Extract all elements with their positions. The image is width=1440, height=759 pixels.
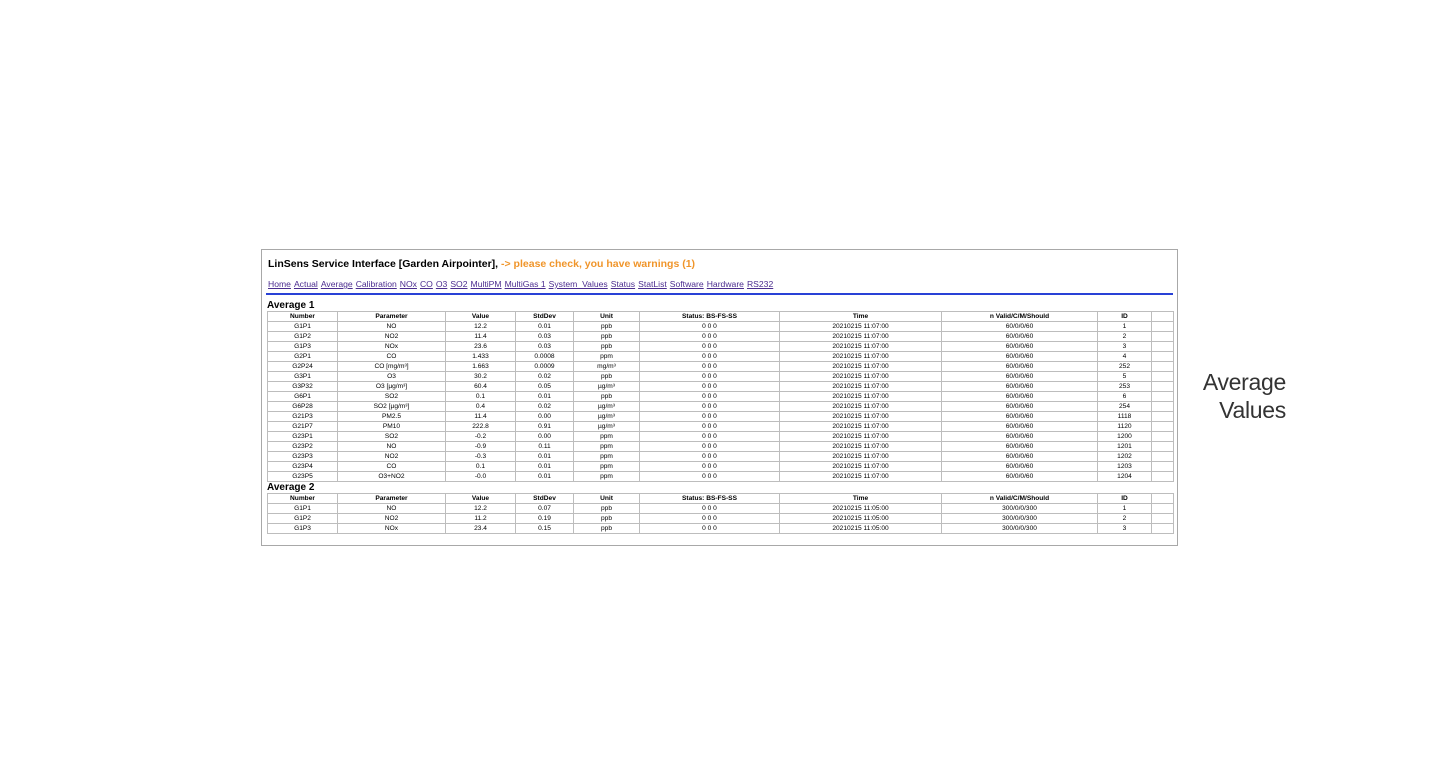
table-cell: 1.433 <box>446 352 516 362</box>
table-row <box>268 442 1174 452</box>
table-cell: 1.663 <box>446 362 516 372</box>
side-caption <box>1180 368 1286 424</box>
table-cell: 222.8 <box>446 422 516 432</box>
column-header: StdDev <box>516 494 574 504</box>
table-cell: NO <box>338 442 446 452</box>
table-cell <box>1152 514 1174 524</box>
table-cell: 20210215 11:07:00 <box>780 352 942 362</box>
table-cell: 3 <box>1098 524 1152 534</box>
header-divider <box>266 293 1173 295</box>
table-cell: 1203 <box>1098 462 1152 472</box>
table-cell: 6 <box>1098 392 1152 402</box>
table-cell: G1P2 <box>268 514 338 524</box>
table-cell: CO [mg/m³] <box>338 362 446 372</box>
table-cell: 0 0 0 <box>640 332 780 342</box>
page-title <box>268 258 695 270</box>
table-cell: G23P1 <box>268 432 338 442</box>
table-cell: -0.9 <box>446 442 516 452</box>
table-cell: G21P3 <box>268 412 338 422</box>
table-cell: 0.07 <box>516 504 574 514</box>
nav-link-average[interactable]: Average <box>320 279 353 289</box>
table-cell: -0.3 <box>446 452 516 462</box>
table-cell: 0 0 0 <box>640 322 780 332</box>
column-header: Value <box>446 494 516 504</box>
nav-link-co[interactable]: CO <box>419 279 433 289</box>
table-cell: ppb <box>574 504 640 514</box>
table-cell: 23.6 <box>446 342 516 352</box>
table-row <box>268 462 1174 472</box>
table-cell: 60/0/0/60 <box>942 332 1098 342</box>
nav-bar <box>268 279 776 289</box>
nav-link-rs232[interactable]: RS232 <box>746 279 774 289</box>
table-cell: G3P32 <box>268 382 338 392</box>
table-cell: NO <box>338 504 446 514</box>
nav-link-software[interactable]: Software <box>669 279 704 289</box>
column-header <box>1152 312 1174 322</box>
nav-link-multipm[interactable]: MultiPM <box>470 279 502 289</box>
table-cell: CO <box>338 352 446 362</box>
table-cell: 0 0 0 <box>640 442 780 452</box>
table-row <box>268 322 1174 332</box>
table-cell: 60/0/0/60 <box>942 432 1098 442</box>
table-cell: ppm <box>574 472 640 482</box>
table-cell: 30.2 <box>446 372 516 382</box>
table-cell: 0.15 <box>516 524 574 534</box>
table-cell: 0.01 <box>516 452 574 462</box>
table-cell: ppb <box>574 514 640 524</box>
table-cell: 0 0 0 <box>640 452 780 462</box>
table-cell: 0.0008 <box>516 352 574 362</box>
table-cell: G23P2 <box>268 442 338 452</box>
table-cell: NO2 <box>338 514 446 524</box>
nav-link-calibration[interactable]: Calibration <box>355 279 397 289</box>
table-cell: G1P3 <box>268 524 338 534</box>
table-cell: 0.0009 <box>516 362 574 372</box>
column-header: Parameter <box>338 312 446 322</box>
table-row <box>268 342 1174 352</box>
table-cell <box>1152 362 1174 372</box>
table-cell: 60.4 <box>446 382 516 392</box>
table-cell: 11.2 <box>446 514 516 524</box>
table-cell: 23.4 <box>446 524 516 534</box>
table-cell: 20210215 11:07:00 <box>780 442 942 452</box>
table-cell: ppm <box>574 462 640 472</box>
table-cell: 1 <box>1098 322 1152 332</box>
table-cell: G23P3 <box>268 452 338 462</box>
table-cell <box>1152 342 1174 352</box>
table-row <box>268 362 1174 372</box>
table-row <box>268 392 1174 402</box>
table-cell: 0 0 0 <box>640 382 780 392</box>
section-title: Average 2 <box>267 482 315 493</box>
table-row <box>268 452 1174 462</box>
table-row <box>268 432 1174 442</box>
table-cell: O3 [µg/m³] <box>338 382 446 392</box>
table-cell <box>1152 332 1174 342</box>
table-cell: 60/0/0/60 <box>942 342 1098 352</box>
table-cell: 3 <box>1098 342 1152 352</box>
nav-link-so2[interactable]: SO2 <box>450 279 468 289</box>
table-cell: 300/0/0/300 <box>942 524 1098 534</box>
page-title-main: LinSens Service Interface [Garden Airpointer], <box>268 258 499 270</box>
table-cell: 20210215 11:07:00 <box>780 402 942 412</box>
table-cell <box>1152 452 1174 462</box>
table-cell: NO <box>338 322 446 332</box>
average-tables <box>267 300 1173 534</box>
column-header: Time <box>780 312 942 322</box>
column-header: Value <box>446 312 516 322</box>
table-cell: 0 0 0 <box>640 472 780 482</box>
table-cell: 60/0/0/60 <box>942 392 1098 402</box>
table-cell: 20210215 11:07:00 <box>780 462 942 472</box>
table-cell: 4 <box>1098 352 1152 362</box>
table-cell: O3 <box>338 372 446 382</box>
table-cell: 20210215 11:07:00 <box>780 412 942 422</box>
table-cell: 0 0 0 <box>640 342 780 352</box>
column-header: Status: BS-FS-SS <box>640 494 780 504</box>
table-cell: 0.1 <box>446 392 516 402</box>
table-cell: 1201 <box>1098 442 1152 452</box>
side-caption-line-1: Average <box>1202 369 1286 395</box>
table-cell: 0.01 <box>516 462 574 472</box>
table-cell: 0.00 <box>516 412 574 422</box>
table-cell: 300/0/0/300 <box>942 514 1098 524</box>
table-cell: 253 <box>1098 382 1152 392</box>
table-cell: 1 <box>1098 504 1152 514</box>
table-cell: 2 <box>1098 514 1152 524</box>
table-cell: 0.02 <box>516 402 574 412</box>
table-row <box>268 402 1174 412</box>
table-cell: ppb <box>574 372 640 382</box>
table-cell: 0 0 0 <box>640 432 780 442</box>
nav-link-nox[interactable]: NOx <box>399 279 417 289</box>
table-cell: 0.05 <box>516 382 574 392</box>
table-cell: ppm <box>574 442 640 452</box>
table-cell: µg/m³ <box>574 412 640 422</box>
column-header: n Valid/C/M/Should <box>942 312 1098 322</box>
table-cell: 60/0/0/60 <box>942 382 1098 392</box>
table-cell: 20210215 11:07:00 <box>780 392 942 402</box>
table-cell: 0 0 0 <box>640 372 780 382</box>
nav-link-system-values[interactable]: System_Values <box>548 279 608 289</box>
column-header: ID <box>1098 494 1152 504</box>
table-cell: 60/0/0/60 <box>942 402 1098 412</box>
table-cell <box>1152 442 1174 452</box>
table-cell: NOx <box>338 342 446 352</box>
average-table <box>267 493 1174 534</box>
average-table <box>267 311 1174 482</box>
table-cell: 11.4 <box>446 412 516 422</box>
table-cell: 0 0 0 <box>640 422 780 432</box>
nav-link-o3[interactable]: O3 <box>435 279 448 289</box>
table-row <box>268 352 1174 362</box>
table-cell: 0.19 <box>516 514 574 524</box>
column-header: Parameter <box>338 494 446 504</box>
table-cell: 20210215 11:07:00 <box>780 342 942 352</box>
nav-link-actual[interactable]: Actual <box>293 279 318 289</box>
table-cell: 0.01 <box>516 322 574 332</box>
table-cell: 60/0/0/60 <box>942 412 1098 422</box>
table-cell: 1204 <box>1098 472 1152 482</box>
table-cell: 0.91 <box>516 422 574 432</box>
side-caption-line-2: Values <box>1219 397 1286 423</box>
column-header: Unit <box>574 312 640 322</box>
nav-link-statlist[interactable]: StatList <box>638 279 667 289</box>
table-cell: 2 <box>1098 332 1152 342</box>
table-row <box>268 332 1174 342</box>
table-cell: 1202 <box>1098 452 1152 462</box>
table-cell: 0 0 0 <box>640 524 780 534</box>
table-cell: 0.01 <box>516 392 574 402</box>
table-row <box>268 524 1174 534</box>
table-cell: CO <box>338 462 446 472</box>
table-cell: 0.4 <box>446 402 516 412</box>
table-cell: 20210215 11:07:00 <box>780 332 942 342</box>
table-cell: 12.2 <box>446 504 516 514</box>
table-cell: O3+NO2 <box>338 472 446 482</box>
table-cell: NO2 <box>338 332 446 342</box>
table-row <box>268 372 1174 382</box>
table-cell <box>1152 472 1174 482</box>
table-cell: PM2.5 <box>338 412 446 422</box>
table-cell: ppb <box>574 322 640 332</box>
table-cell: 20210215 11:07:00 <box>780 432 942 442</box>
table-cell: G2P1 <box>268 352 338 362</box>
column-header: n Valid/C/M/Should <box>942 494 1098 504</box>
table-cell: 254 <box>1098 402 1152 412</box>
table-cell: 0 0 0 <box>640 362 780 372</box>
table-cell: G6P28 <box>268 402 338 412</box>
table-header-row <box>268 494 1174 504</box>
table-cell: 12.2 <box>446 322 516 332</box>
table-cell <box>1152 402 1174 412</box>
table-cell: NO2 <box>338 452 446 462</box>
table-cell: -0.0 <box>446 472 516 482</box>
table-cell: 20210215 11:05:00 <box>780 524 942 534</box>
table-cell: mg/m³ <box>574 362 640 372</box>
table-cell: 20210215 11:07:00 <box>780 422 942 432</box>
table-header-row <box>268 312 1174 322</box>
table-cell <box>1152 322 1174 332</box>
table-cell: 0.02 <box>516 372 574 382</box>
table-cell: -0.2 <box>446 432 516 442</box>
table-cell: G2P24 <box>268 362 338 372</box>
table-cell <box>1152 524 1174 534</box>
table-cell: SO2 [µg/m³] <box>338 402 446 412</box>
table-cell: 60/0/0/60 <box>942 462 1098 472</box>
table-cell: 20210215 11:07:00 <box>780 382 942 392</box>
table-cell: ppb <box>574 332 640 342</box>
table-cell <box>1152 462 1174 472</box>
column-header: Status: BS-FS-SS <box>640 312 780 322</box>
table-row <box>268 504 1174 514</box>
column-header: Unit <box>574 494 640 504</box>
nav-link-multigas-1[interactable]: MultiGas 1 <box>504 279 546 289</box>
browser-page-frame <box>261 249 1178 546</box>
table-cell: 60/0/0/60 <box>942 422 1098 432</box>
table-cell: G23P4 <box>268 462 338 472</box>
table-cell: ppb <box>574 392 640 402</box>
table-row <box>268 514 1174 524</box>
table-cell <box>1152 392 1174 402</box>
table-row <box>268 422 1174 432</box>
table-cell: 20210215 11:07:00 <box>780 472 942 482</box>
nav-link-hardware[interactable]: Hardware <box>706 279 744 289</box>
table-cell: 0 0 0 <box>640 412 780 422</box>
table-cell: 20210215 11:07:00 <box>780 322 942 332</box>
table-cell: 1200 <box>1098 432 1152 442</box>
table-cell <box>1152 504 1174 514</box>
table-cell <box>1152 412 1174 422</box>
table-cell: PM10 <box>338 422 446 432</box>
table-cell: SO2 <box>338 392 446 402</box>
table-cell: 20210215 11:07:00 <box>780 372 942 382</box>
column-header: Time <box>780 494 942 504</box>
table-row <box>268 382 1174 392</box>
table-cell: µg/m³ <box>574 382 640 392</box>
table-cell: ppb <box>574 342 640 352</box>
table-cell: G21P7 <box>268 422 338 432</box>
table-cell: ppm <box>574 352 640 362</box>
table-cell: 11.4 <box>446 332 516 342</box>
nav-link-status[interactable]: Status <box>610 279 636 289</box>
column-header: ID <box>1098 312 1152 322</box>
table-cell: 1118 <box>1098 412 1152 422</box>
table-cell: 60/0/0/60 <box>942 352 1098 362</box>
table-cell: G1P1 <box>268 504 338 514</box>
warning-message: -> please check, you have warnings (1) <box>501 258 696 270</box>
table-cell: 0 0 0 <box>640 462 780 472</box>
nav-link-home[interactable]: Home <box>268 279 291 289</box>
column-header: Number <box>268 494 338 504</box>
table-cell: 60/0/0/60 <box>942 362 1098 372</box>
table-cell: ppm <box>574 452 640 462</box>
table-cell: 0 0 0 <box>640 392 780 402</box>
table-cell: G1P1 <box>268 322 338 332</box>
table-cell: G1P3 <box>268 342 338 352</box>
table-cell: 60/0/0/60 <box>942 472 1098 482</box>
table-cell: 20210215 11:07:00 <box>780 362 942 372</box>
table-cell <box>1152 382 1174 392</box>
table-cell: 0 0 0 <box>640 402 780 412</box>
table-cell: G3P1 <box>268 372 338 382</box>
column-header: StdDev <box>516 312 574 322</box>
table-cell: ppb <box>574 524 640 534</box>
table-cell: 1120 <box>1098 422 1152 432</box>
table-cell: 20210215 11:07:00 <box>780 452 942 462</box>
table-cell: 20210215 11:05:00 <box>780 504 942 514</box>
table-cell <box>1152 422 1174 432</box>
table-cell: 0.00 <box>516 432 574 442</box>
table-cell: 252 <box>1098 362 1152 372</box>
table-cell: 0 0 0 <box>640 514 780 524</box>
column-header <box>1152 494 1174 504</box>
table-cell: µg/m³ <box>574 402 640 412</box>
table-row <box>268 412 1174 422</box>
table-cell: 5 <box>1098 372 1152 382</box>
table-cell: 0.03 <box>516 342 574 352</box>
table-cell: G1P2 <box>268 332 338 342</box>
table-cell: G6P1 <box>268 392 338 402</box>
table-cell <box>1152 432 1174 442</box>
table-cell: 60/0/0/60 <box>942 452 1098 462</box>
column-header: Number <box>268 312 338 322</box>
table-row <box>268 472 1174 482</box>
table-cell <box>1152 352 1174 362</box>
table-cell: 0 0 0 <box>640 352 780 362</box>
table-cell: ppm <box>574 432 640 442</box>
table-cell: NOx <box>338 524 446 534</box>
table-cell: 20210215 11:05:00 <box>780 514 942 524</box>
table-cell: 60/0/0/60 <box>942 322 1098 332</box>
table-cell: 300/0/0/300 <box>942 504 1098 514</box>
table-cell: 60/0/0/60 <box>942 372 1098 382</box>
table-cell: G23P5 <box>268 472 338 482</box>
table-cell: 60/0/0/60 <box>942 442 1098 452</box>
table-cell: 0.1 <box>446 462 516 472</box>
table-cell: µg/m³ <box>574 422 640 432</box>
section-title: Average 1 <box>267 300 315 311</box>
table-cell: SO2 <box>338 432 446 442</box>
table-cell: 0.01 <box>516 472 574 482</box>
table-cell: 0.03 <box>516 332 574 342</box>
table-cell <box>1152 372 1174 382</box>
table-cell: 0.11 <box>516 442 574 452</box>
table-cell: 0 0 0 <box>640 504 780 514</box>
